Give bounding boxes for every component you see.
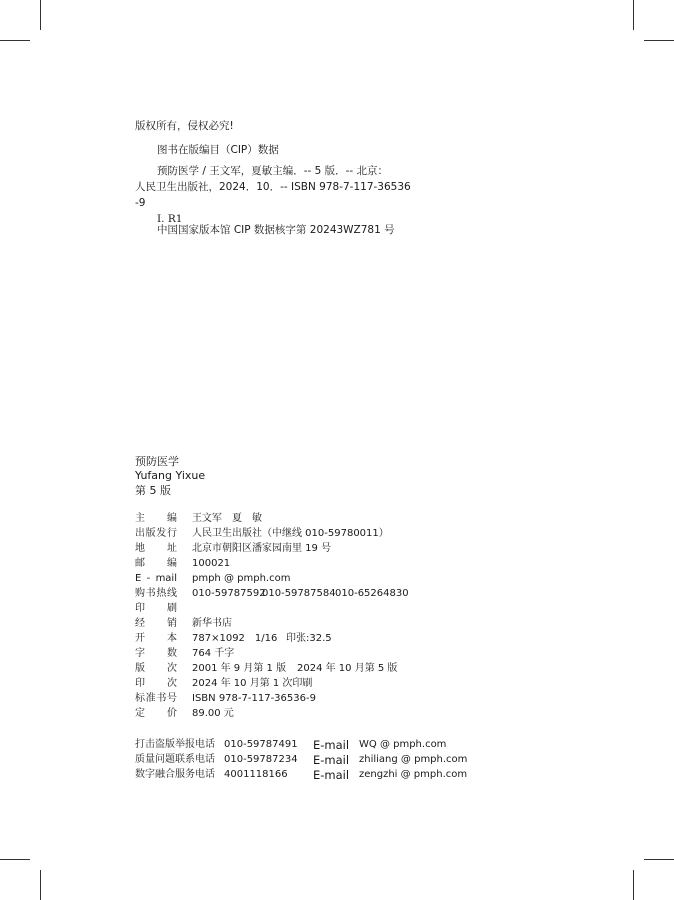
record-printer bbox=[0, 602, 674, 616]
record-value-2: 印张:32.5 bbox=[286, 633, 332, 644]
record-value: 89.00 元 bbox=[192, 708, 234, 719]
record-label: 主编 bbox=[135, 513, 177, 524]
cip-line-1: 预防医学 / 王文军，夏敏主编．-- 5 版．-- 北京： bbox=[157, 165, 389, 177]
record-email bbox=[0, 572, 674, 586]
contact-email-label: E-mail bbox=[313, 738, 350, 752]
record-label: 经销 bbox=[135, 618, 177, 629]
record-label: 购书热线 bbox=[135, 588, 177, 599]
crop-mark-bottom-right-h bbox=[644, 859, 674, 860]
contact-email-label: E-mail bbox=[313, 753, 350, 767]
crop-mark-top-right-h bbox=[644, 40, 674, 41]
record-value: ISBN 978-7-117-36536-9 bbox=[192, 693, 316, 704]
record-price bbox=[0, 707, 674, 721]
record-label: 地址 bbox=[135, 543, 177, 554]
record-hotline bbox=[0, 587, 674, 601]
record-label: 出版发行 bbox=[135, 528, 177, 539]
record-label: 开本 bbox=[135, 633, 177, 644]
crop-mark-top-left-h bbox=[0, 40, 30, 41]
contact-digital bbox=[0, 767, 674, 783]
contact-email-label: E-mail bbox=[313, 768, 350, 782]
record-value: pmph @ pmph.com bbox=[192, 573, 291, 584]
record-label: 字数 bbox=[135, 648, 177, 659]
book-title-cn: 预防医学 bbox=[135, 455, 179, 468]
record-edition bbox=[0, 662, 674, 676]
record-format bbox=[0, 632, 674, 646]
record-label: 印次 bbox=[135, 678, 177, 689]
crop-mark-bottom-left-v bbox=[40, 870, 41, 900]
cip-line-4: Ⅰ. R1 bbox=[157, 213, 183, 225]
record-value: 王文军 夏 敏 bbox=[192, 513, 262, 524]
record-value-2: 010-59787584 bbox=[262, 588, 336, 599]
record-printing bbox=[0, 677, 674, 691]
copyright-notice: 版权所有，侵权必究! bbox=[135, 120, 234, 132]
contact-piracy bbox=[0, 737, 674, 753]
record-address bbox=[0, 542, 674, 556]
record-label: 印刷 bbox=[135, 603, 177, 614]
cip-line-2: 人民卫生出版社，2024．10．-- ISBN 978-7-117-36536 bbox=[135, 181, 411, 193]
record-label: E - mail bbox=[135, 573, 177, 584]
record-label: 邮编 bbox=[135, 558, 177, 569]
contact-phone: 4001118166 bbox=[224, 769, 288, 780]
contact-phone: 010-59787234 bbox=[224, 754, 298, 765]
contact-label: 数字融合服务电话 bbox=[135, 769, 215, 780]
record-value: 2001 年 9 月第 1 版 bbox=[192, 663, 287, 674]
contact-email: zhiliang @ pmph.com bbox=[359, 754, 468, 765]
book-title-pinyin: Yufang Yixue bbox=[135, 469, 206, 482]
record-value-3: 010-65264830 bbox=[335, 588, 409, 599]
cip-line-3: -9 bbox=[135, 197, 146, 209]
record-label: 版次 bbox=[135, 663, 177, 674]
record-isbn bbox=[0, 692, 674, 706]
record-value: 010-59787592 bbox=[192, 588, 266, 599]
crop-mark-bottom-left-h bbox=[0, 859, 30, 860]
record-publisher bbox=[0, 527, 674, 541]
contact-email: zengzhi @ pmph.com bbox=[359, 769, 468, 780]
contact-phone: 010-59787491 bbox=[224, 739, 298, 750]
record-value: 北京市朝阳区潘家园南里 19 号 bbox=[192, 543, 332, 554]
crop-mark-top-left-v bbox=[40, 0, 41, 30]
record-value: 100021 bbox=[192, 558, 231, 569]
contact-label: 打击盗版举报电话 bbox=[135, 739, 215, 750]
record-editor bbox=[0, 512, 674, 526]
cip-heading: 图书在版编目（CIP）数据 bbox=[157, 144, 279, 156]
record-value: 787×1092 1/16 bbox=[192, 633, 278, 644]
contact-quality bbox=[0, 752, 674, 768]
record-value: 人民卫生出版社（中继线 010-59780011） bbox=[192, 528, 389, 539]
contact-email: WQ @ pmph.com bbox=[359, 739, 447, 750]
record-distributor bbox=[0, 617, 674, 631]
contact-label: 质量问题联系电话 bbox=[135, 754, 215, 765]
cip-line-5: 中国国家版本馆 CIP 数据核字第 20243WZ781 号 bbox=[157, 224, 395, 236]
record-value: 764 千字 bbox=[192, 648, 235, 659]
record-word-count bbox=[0, 647, 674, 661]
crop-mark-bottom-right-v bbox=[633, 870, 634, 900]
record-value: 2024 年 10 月第 1 次印刷 bbox=[192, 678, 313, 689]
record-postcode bbox=[0, 557, 674, 571]
record-value: 新华书店 bbox=[192, 618, 232, 629]
book-edition: 第 5 版 bbox=[135, 484, 171, 497]
crop-mark-top-right-v bbox=[633, 0, 634, 30]
record-label: 定价 bbox=[135, 708, 177, 719]
record-label: 标准书号 bbox=[135, 693, 177, 704]
record-value-2: 2024 年 10 月第 5 版 bbox=[297, 663, 398, 674]
